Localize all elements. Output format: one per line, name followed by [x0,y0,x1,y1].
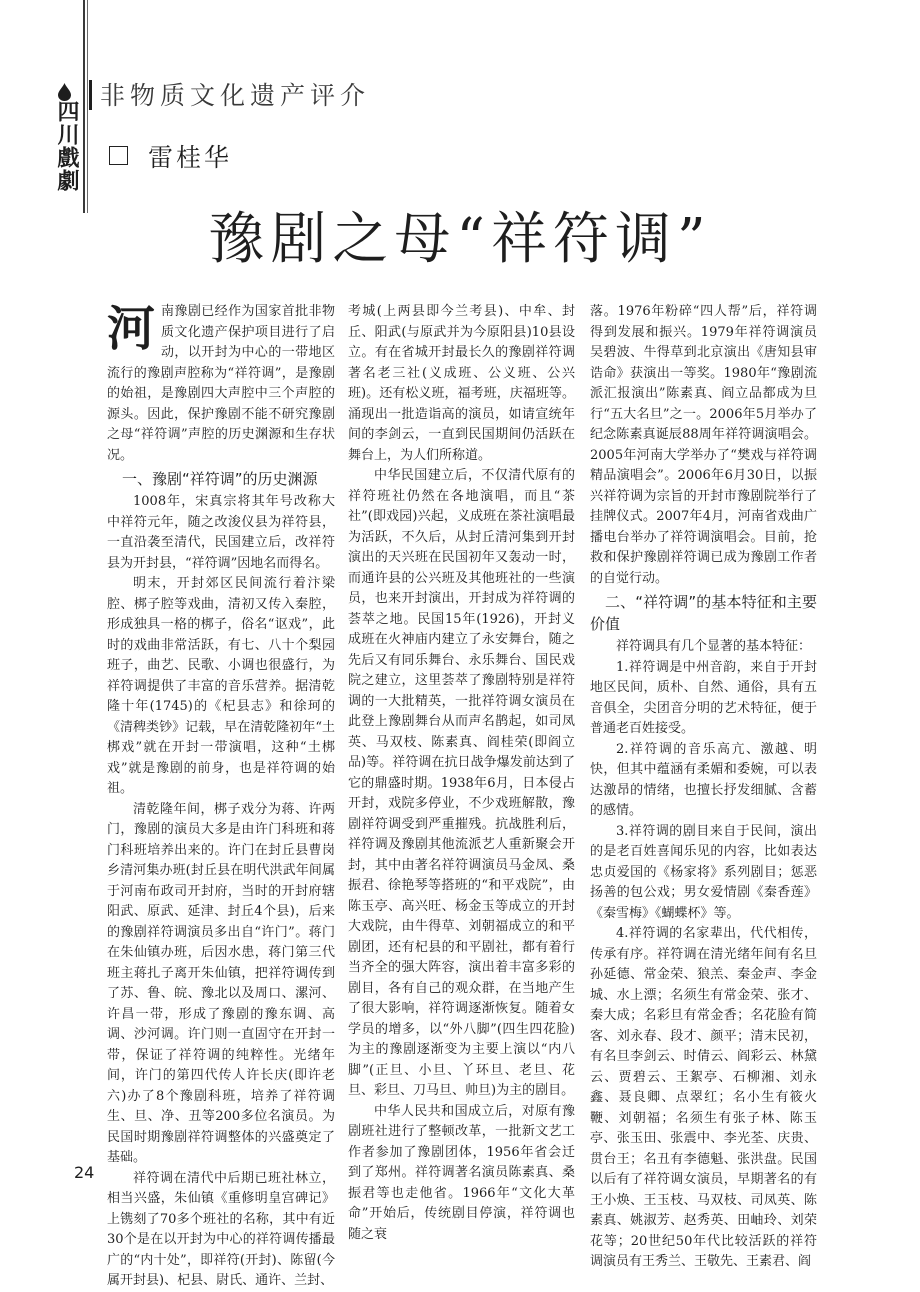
page-number: 24 [74,1163,95,1182]
paragraph: 1.祥符调是中州音韵，来自于开封地区民间，质朴、自然、通俗，具有五音俱全，尖团音分明的艺术特征，便于普通老百姓接受。 [590,659,817,736]
header-vertical-rule [83,0,85,213]
paragraph: 3.祥符调的剧目来自于民间，演出的是老百姓喜闻乐见的内容，比如表达忠贞爱国的《杨家将》系列剧目；惩恶扬善的包公戏；男女爱情剧《秦香莲》《秦雪梅》《蝴蝶杯》等。 [590,823,817,921]
paragraph: 清乾隆年间，梆子戏分为蒋、许两门，豫剧的演员大多是由许门科班和蒋门科班培养出来的。许门在封丘县曹岗乡清河集办班(封丘县在明代洪武年间属于河南布政司开封府，当时的开封府辖阳武、原武、延津、封丘4个县)，后来的豫剧祥符调演员多出自“许门”。蒋门在朱仙镇办班，后因水患，蒋门第三代班主蒋扎子离开朱仙镇，把祥符调传到了苏、鲁、皖、豫北以及周口、漯河、许昌一带，形成了豫剧的豫东调、高调、沙河调。许门则一直固守在开封一带，保证了祥符调的纯粹性。光绪年间，许门的第四代传人许长庆(即许老六)办了8个豫剧科班，培养了祥符调生、旦、净、丑等200多位名演员。为民国时期豫剧祥符调整体的兴盛奠定了基础。 [107,801,335,1165]
article-column-3 [590,302,817,1269]
paragraph: 中华民国建立后，不仅清代原有的祥符班社仍然在各地演唱，而且“茶社”(即戏园)兴起，义成班在茶社演唱最为活跃，不久后，从封丘清河集到开封演出的天兴班在民国初年又轰动一时，而通许县的公兴班及其他班社的一些演员，也来开封演出，开封成为祥符调的荟萃之地。民国15年(1926)，开封义成班在火神庙内建立了永安舞台，随之先后又有同乐舞台、永乐舞台、国民戏院之建立，这里荟萃了豫剧特别是祥符调的一大批精英，一批祥符调女演员在此登上豫剧舞台从而声名鹊起，如司凤英、马双枝、陈素真、阎桂荣(即阎立品)等。祥符调在抗日战争爆发前达到了它的鼎盛时期。1938年6月，日本侵占开封，戏院多停业，不少戏班解散，豫剧祥符调受到严重摧残。抗战胜利后，祥符调及豫剧其他流派艺人重新聚会开封，其中由著名祥符调演员马金凤、桑振君、徐艳琴等搭班的“和平戏院”，由陈玉亭、高兴旺、杨金玉等成立的开封大戏院，由牛得草、刘朝福成立的和平剧团，还有杞县的和平剧社，都有着行当齐全的强大阵容，演出着丰富多彩的剧目，各有自己的观众群，在当地产生了很大影响，祥符调逐渐恢复。随着女学员的增多，以“外八脚”(四生四花脸)为主的豫剧逐渐变为主要上演以“内八脚”(正旦、小旦、丫环旦、老旦、花旦、彩旦、刀马旦、帅旦)为主的剧目。 [348,468,575,1098]
paragraph: 祥符调具有几个显著的基本特征： [616,639,812,654]
ink-drop-icon [57,83,72,101]
magazine-name: 四川戲劇 [54,100,80,192]
section-heading-1: 一、豫剧“祥符调”的历史渊源 [122,470,318,488]
header-vertical-rule-thin [87,0,88,213]
paragraph: 中华人民共和国成立后，对原有豫剧班社进行了整顿改革，一批新文艺工作者参加了豫剧团体，1956年省会迁到了郑州。祥符调著名演员陈素真、桑振君等也走他省。1966年“文化大革命”开始后，传统剧目停演，祥符调也随之衰 [348,1103,575,1242]
article-column-2 [348,302,575,1242]
article-column-1 [107,301,335,1288]
paragraph: 祥符调在清代中后期已班社林立，相当兴盛，朱仙镇《重修明皇宫碑记》上镌刻了70多个班社的名称，其中有近30个是在以开封为中心的祥符调传播最广的“内十处”，即祥符(开封)、陈留(今属开封县)、杞县、尉氏、通许、兰封、 [107,1170,335,1288]
drop-cap: 河 [107,301,156,357]
paragraph: 1008年，宋真宗将其年号改称大中祥符元年，随之改浚仪县为祥符县，一直沿袭至清代，民国建立后，改祥符县为开封县，“祥符调”因地名而得名。 [107,494,335,571]
paragraph: 考城(上两县即今兰考县)、中牟、封丘、阳武(与原武并为今原阳县)10县设立。有在省城开封最长久的豫剧祥符调著名老三社(义成班、公义班、公兴班)。还有松义班，福考班，庆福班等。涌现出一批造诣高的演员，如请宣统年间的李剑云，一直到民国期间仍活跃在舞台上，为人们所称道。 [348,304,575,463]
author-box-icon [109,146,128,165]
section-bar [89,80,92,110]
section-title: 非物质文化遗产评介 [100,81,371,110]
paragraph: 落。1976年粉碎“四人帮”后，祥符调得到发展和振兴。1979年祥符调演员吴碧波、牛得草到北京演出《唐知县审诰命》获演出一等奖。1980年“豫剧流派汇报演出”陈素真、阎立品都成为旦行“五大名旦”之一。2006年5月举办了纪念陈素真诞辰88周年祥符调演唱会。2005年河南大学举办了“樊戏与祥符调精品演唱会”。2006年6月30日，以振兴祥符调为宗旨的开封市豫剧院举行了挂牌仪式。2007年4月，河南省戏曲广播电台举办了祥符调演唱会。目前，抢救和保护豫剧祥符调已成为豫剧工作者的自觉行动。 [590,304,817,586]
article-title: 豫剧之母“祥符调” [208,207,712,272]
section-heading-2: 二、“祥符调”的基本特征和主要价值 [590,593,817,633]
author-name: 雷桂华 [148,143,233,172]
paragraph: 明末，开封郊区民间流行着汴梁腔、梆子腔等戏曲，清初又传入秦腔，形成独具一格的梆子，俗名“讴戏”，此时的戏曲非常活跃，有七、八十个梨园班子，曲艺、民歌、小调也很盛行，为祥符调提供了丰富的音乐营养。据清乾隆十年(1745)的《杞县志》和徐珂的《清稗类钞》记载，早在清乾隆初年“土梆戏”就在开封一带演唱，这种“土梆戏”就是豫剧的前身，也是祥符调的始祖。 [107,576,335,796]
paragraph: 4.祥符调的名家辈出，代代相传，传承有序。祥符调在清光绪年间有名旦孙延德、常金荣、狼羔、秦金声、李金城、水上漂；名须生有常金荣、张才、秦大成；名彩旦有常金香；名花脸有简客、刘永春、段才、颜平；清末民初，有名旦李剑云、时倩云、阎彩云、林黛云、贾碧云、王絮亭、石柳湘、刘永鑫、聂良卿、点翠红；名小生有筱火鞭、刘朝福；名须生有张子林、陈玉亭、张玉田、张震中、李光荃、庆贵、贯台王；名丑有李德魁、张洪盘。民国以后有了祥符调女演员，早期著名的有王小焕、王玉枝、马双枝、司凤英、陈素真、姚淑芳、赵秀英、田岫玲、刘荣花等；20世纪50年代比较活跃的祥符调演员有王秀兰、王敬先、王素君、阎 [590,926,817,1269]
paragraph: 南豫剧已经作为国家首批非物质文化遗产保护项目进行了启动，以开封为中心的一带地区流行的豫剧声腔称为“祥符调”，是豫剧的始祖，是豫剧四大声腔中三个声腔的源头。因此，保护豫剧不能不研究豫剧之母“祥符调”声腔的历史渊源和生存状况。 [107,304,335,463]
paragraph: 2.祥符调的音乐高亢、激越、明快，但其中蕴涵有柔媚和委婉，可以表达激昂的情绪，也擅长抒发细腻、含蓄的感情。 [590,741,817,818]
